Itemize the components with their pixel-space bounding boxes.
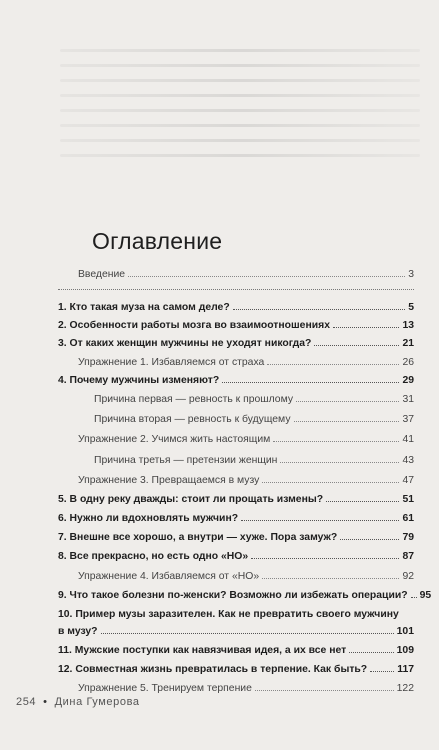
toc-entry[interactable] [58, 608, 414, 621]
toc-heading: Оглавление [92, 228, 223, 254]
toc-entry-page: 101 [396, 626, 414, 637]
toc-entry-page: 95 [419, 590, 432, 601]
dot-leader [251, 558, 399, 559]
toc-entry-page: 87 [402, 551, 414, 562]
toc-entry-page: 51 [402, 494, 414, 505]
section-divider [58, 289, 414, 290]
dot-leader [280, 462, 399, 463]
dot-leader [273, 441, 399, 442]
dot-leader [101, 633, 394, 634]
toc-entry-title: 7. Внешне все хорошо, а внутри — хуже. Пора замуж? [58, 532, 338, 543]
dot-leader [411, 597, 417, 598]
toc-entry[interactable] [58, 493, 414, 506]
toc-entry[interactable] [58, 512, 414, 525]
dot-leader [333, 327, 399, 328]
toc-entry-page: 79 [402, 532, 414, 543]
toc-entry-title: 3. От каких женщин мужчины не уходят никогда? [58, 338, 312, 349]
toc-entry-title: Причина первая — ревность к прошлому [94, 394, 294, 405]
toc-entry[interactable] [58, 301, 414, 314]
toc-entry-page: 61 [402, 513, 414, 524]
toc-entry-page: 41 [402, 434, 414, 445]
dot-leader [262, 482, 399, 483]
dot-leader [349, 652, 393, 653]
toc-entry[interactable] [58, 682, 414, 695]
toc-entry-page: 29 [402, 375, 414, 386]
toc-entry[interactable] [58, 433, 414, 446]
toc-entry[interactable] [58, 337, 414, 350]
dot-leader [294, 421, 400, 422]
toc-entry-title: 8. Все прекрасно, но есть одно «НО» [58, 551, 249, 562]
toc-entry[interactable] [58, 393, 414, 406]
toc-entry[interactable] [58, 454, 414, 467]
dot-leader [370, 671, 394, 672]
dot-leader [262, 578, 399, 579]
toc-entry-page: 26 [402, 357, 414, 368]
page-number: 254 [16, 696, 37, 708]
toc-entry[interactable] [58, 268, 414, 281]
toc-entry-continuation[interactable] [58, 625, 414, 638]
toc-entry[interactable] [58, 319, 414, 332]
dot-leader [340, 539, 399, 540]
toc-entry-page: 117 [397, 664, 414, 675]
page-footer [16, 696, 140, 708]
toc-entry-page: 109 [396, 645, 414, 656]
toc-entry-page: 122 [396, 683, 414, 694]
toc-entry-page: 37 [402, 414, 414, 425]
toc-entry-page: 5 [408, 302, 414, 313]
toc-entry[interactable] [58, 589, 432, 602]
toc-entry-title: 2. Особенности работы мозга во взаимоотношениях [58, 320, 330, 331]
dot-leader [233, 309, 406, 310]
toc-entry[interactable] [58, 374, 414, 387]
toc-entry-title: 10. Пример музы заразителен. Как не превратить своего мужчину [58, 609, 399, 620]
toc-entry[interactable] [58, 550, 414, 563]
toc-entry-title: Упражнение 3. Превращаемся в музу [78, 475, 260, 486]
toc-entry[interactable] [58, 474, 414, 487]
dot-leader [314, 345, 399, 346]
toc-entry-title: Упражнение 4. Избавляемся от «НО» [78, 571, 260, 582]
toc-entry-title: Введение [78, 269, 126, 280]
dot-leader [222, 382, 399, 383]
toc-entry-title: Упражнение 5. Тренируем терпение [78, 683, 252, 694]
toc-entry-title: 1. Кто такая муза на самом деле? [58, 302, 230, 313]
toc-entry-title: Причина третья — претензии женщин [94, 455, 278, 466]
toc-entry-page: 43 [402, 455, 414, 466]
toc-entry[interactable] [58, 663, 414, 676]
footer-separator: • [43, 696, 48, 708]
toc-entry-title: Упражнение 2. Учимся жить настоящим [78, 434, 271, 445]
dot-leader [255, 690, 394, 691]
show-through-text [60, 40, 420, 220]
dot-leader [267, 364, 399, 365]
toc-entry-page: 47 [402, 475, 414, 486]
toc-entry-page: 92 [402, 571, 414, 582]
toc-entry-title: 11. Мужские поступки как навязчивая идея, а их все нет [58, 645, 347, 656]
dot-leader [241, 520, 399, 521]
toc-entry-page: 3 [408, 269, 414, 280]
toc-entry-title: 5. В одну реку дважды: стоит ли прощать измены? [58, 494, 324, 505]
toc-entry-title: 6. Нужно ли вдохновлять мужчин? [58, 513, 239, 524]
table-of-contents [58, 268, 432, 695]
toc-entry[interactable] [58, 644, 414, 657]
dot-leader [296, 401, 399, 402]
toc-entry-title: в музу? [58, 626, 98, 637]
toc-entry[interactable] [58, 570, 414, 583]
toc-entry-title: 12. Совместная жизнь превратилась в терпение. Как быть? [58, 664, 368, 675]
author-name: Дина Гумерова [54, 696, 140, 708]
dot-leader [326, 501, 399, 502]
toc-entry-page: 21 [402, 338, 414, 349]
dot-leader [128, 276, 405, 277]
toc-entry[interactable] [58, 413, 414, 426]
toc-entry[interactable] [58, 531, 414, 544]
toc-entry-page: 13 [402, 320, 414, 331]
toc-entry-title: 4. Почему мужчины изменяют? [58, 375, 220, 386]
toc-entry-page: 31 [402, 394, 414, 405]
toc-entry-title: Причина вторая — ревность к будущему [94, 414, 291, 425]
toc-entry-title: 9. Что такое болезни по-женски? Возможно ли избежать операции? [58, 590, 408, 601]
toc-entry-title: Упражнение 1. Избавляемся от страха [78, 357, 265, 368]
toc-entry[interactable] [58, 356, 414, 369]
